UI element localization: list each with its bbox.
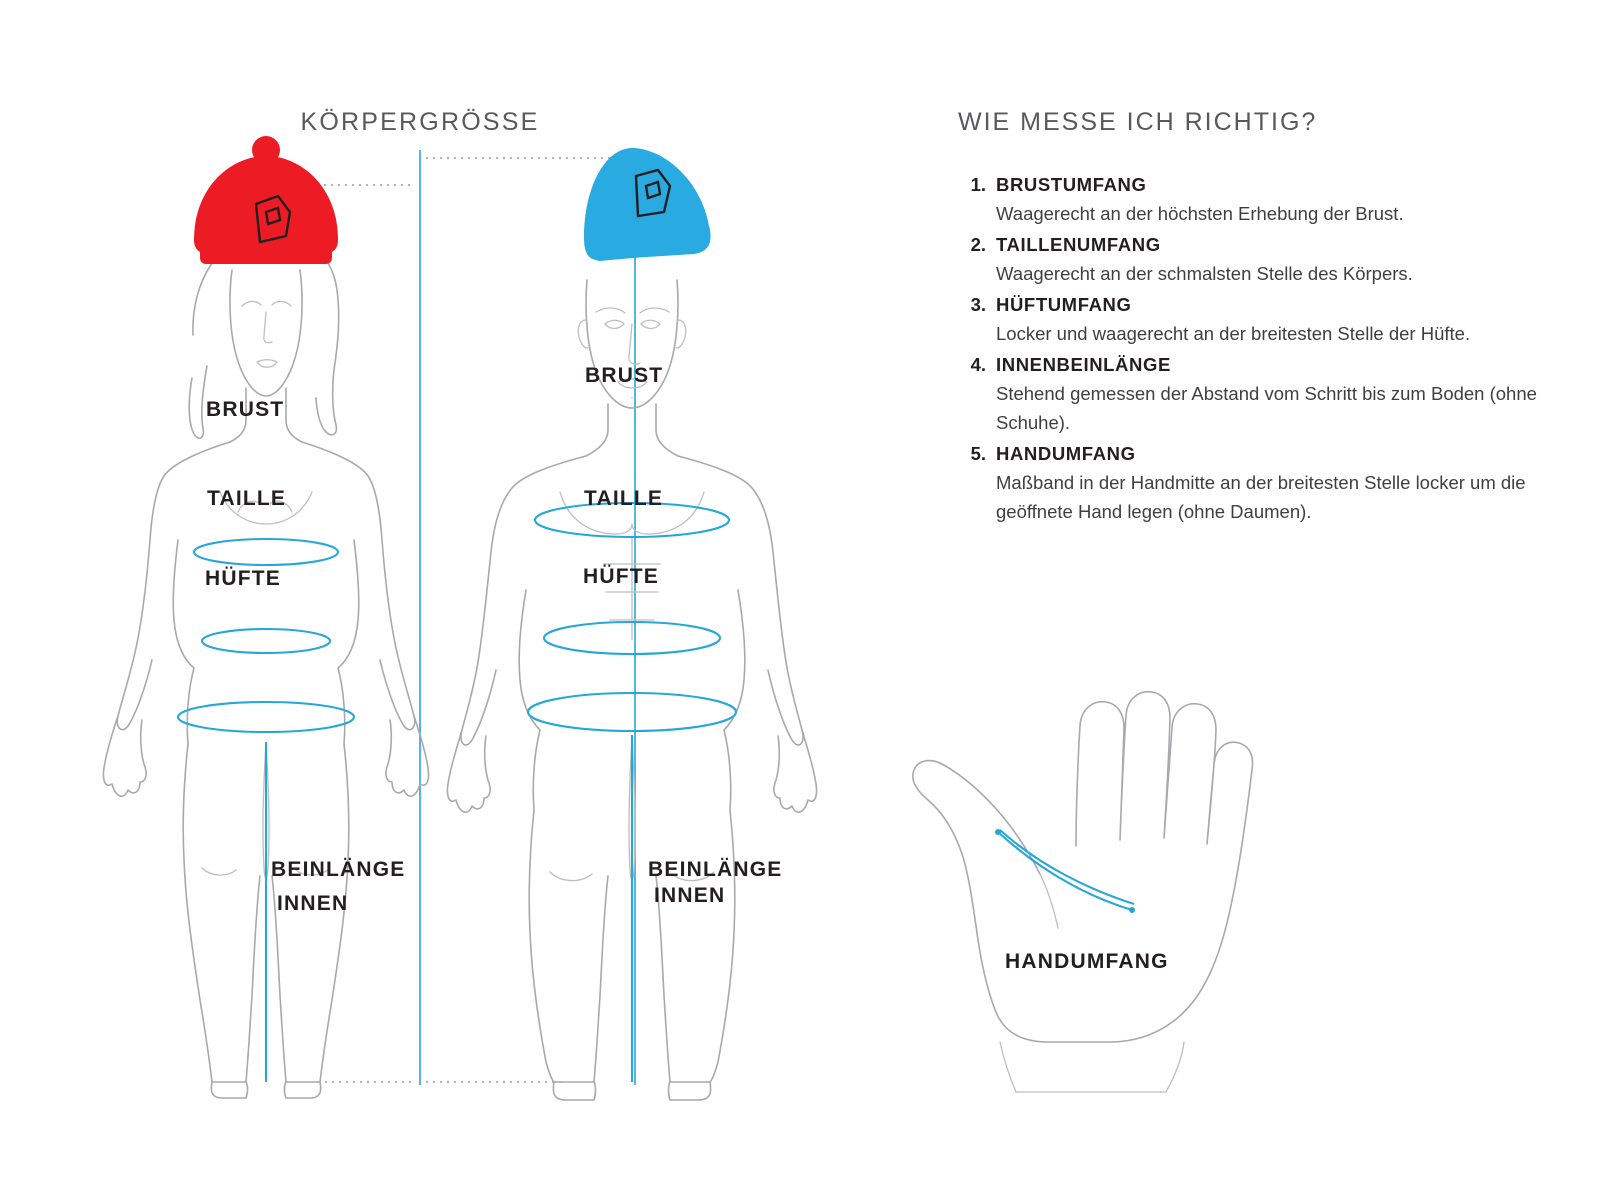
female-figure [103,136,428,1098]
step-4-number: 4. [970,354,986,375]
measure-step-5 [958,439,1538,526]
measure-step-4 [958,350,1538,437]
step-5-description: Maßband in der Handmitte an der breitesten Stelle locker um die geöffnete Hand legen (ohne Daumen). [996,472,1526,522]
male-hip-label: HÜFTE [583,565,659,588]
step-1-number: 1. [970,174,986,195]
male-figure [447,148,816,1100]
step-1-description: Waagerecht an der höchsten Erhebung der Brust. [996,203,1404,224]
male-inseam-label-line1: BEINLÄNGE [648,858,783,881]
step-2-number: 2. [970,234,986,255]
step-4-title: INNENBEINLÄNGE [996,354,1171,375]
step-3-title: HÜFTUMFANG [996,294,1132,315]
step-3-description: Locker und waagerecht an der breitesten Stelle der Hüfte. [996,323,1471,344]
female-beanie-icon [194,136,338,264]
female-chest-label: BRUST [206,398,285,421]
step-1-title: BRUSTUMFANG [996,174,1147,195]
male-beanie-icon [584,148,710,261]
hand-circumference-label: HANDUMFANG [1005,950,1169,973]
male-inseam-label-line2: INNEN [654,884,726,907]
body-figures-illustration [60,120,900,1130]
female-inseam-label-line1: BEINLÄNGE [271,858,406,881]
female-hip-label: HÜFTE [205,567,281,590]
male-chest-label: BRUST [585,364,664,387]
hand-illustration [880,660,1300,1110]
female-waist-label: TAILLE [207,487,287,510]
measure-step-1 [958,170,1538,228]
step-3-number: 3. [970,294,986,315]
body-size-title: KÖRPERGRÖSSE [300,108,540,136]
how-to-measure-title: WIE MESSE ICH RICHTIG? [958,108,1318,136]
step-2-title: TAILLENUMFANG [996,234,1161,255]
measure-step-2 [958,230,1538,288]
step-4-description: Stehend gemessen der Abstand vom Schritt bis zum Boden (ohne Schuhe). [996,383,1537,433]
measure-steps-list [958,170,1538,528]
measure-step-3 [958,290,1538,348]
female-inseam-label-line2: INNEN [277,892,349,915]
height-reference-lines [296,150,640,1085]
step-2-description: Waagerecht an der schmalsten Stelle des Körpers. [996,263,1413,284]
male-waist-label: TAILLE [584,487,664,510]
step-5-title: HANDUMFANG [996,443,1136,464]
step-5-number: 5. [970,443,986,464]
